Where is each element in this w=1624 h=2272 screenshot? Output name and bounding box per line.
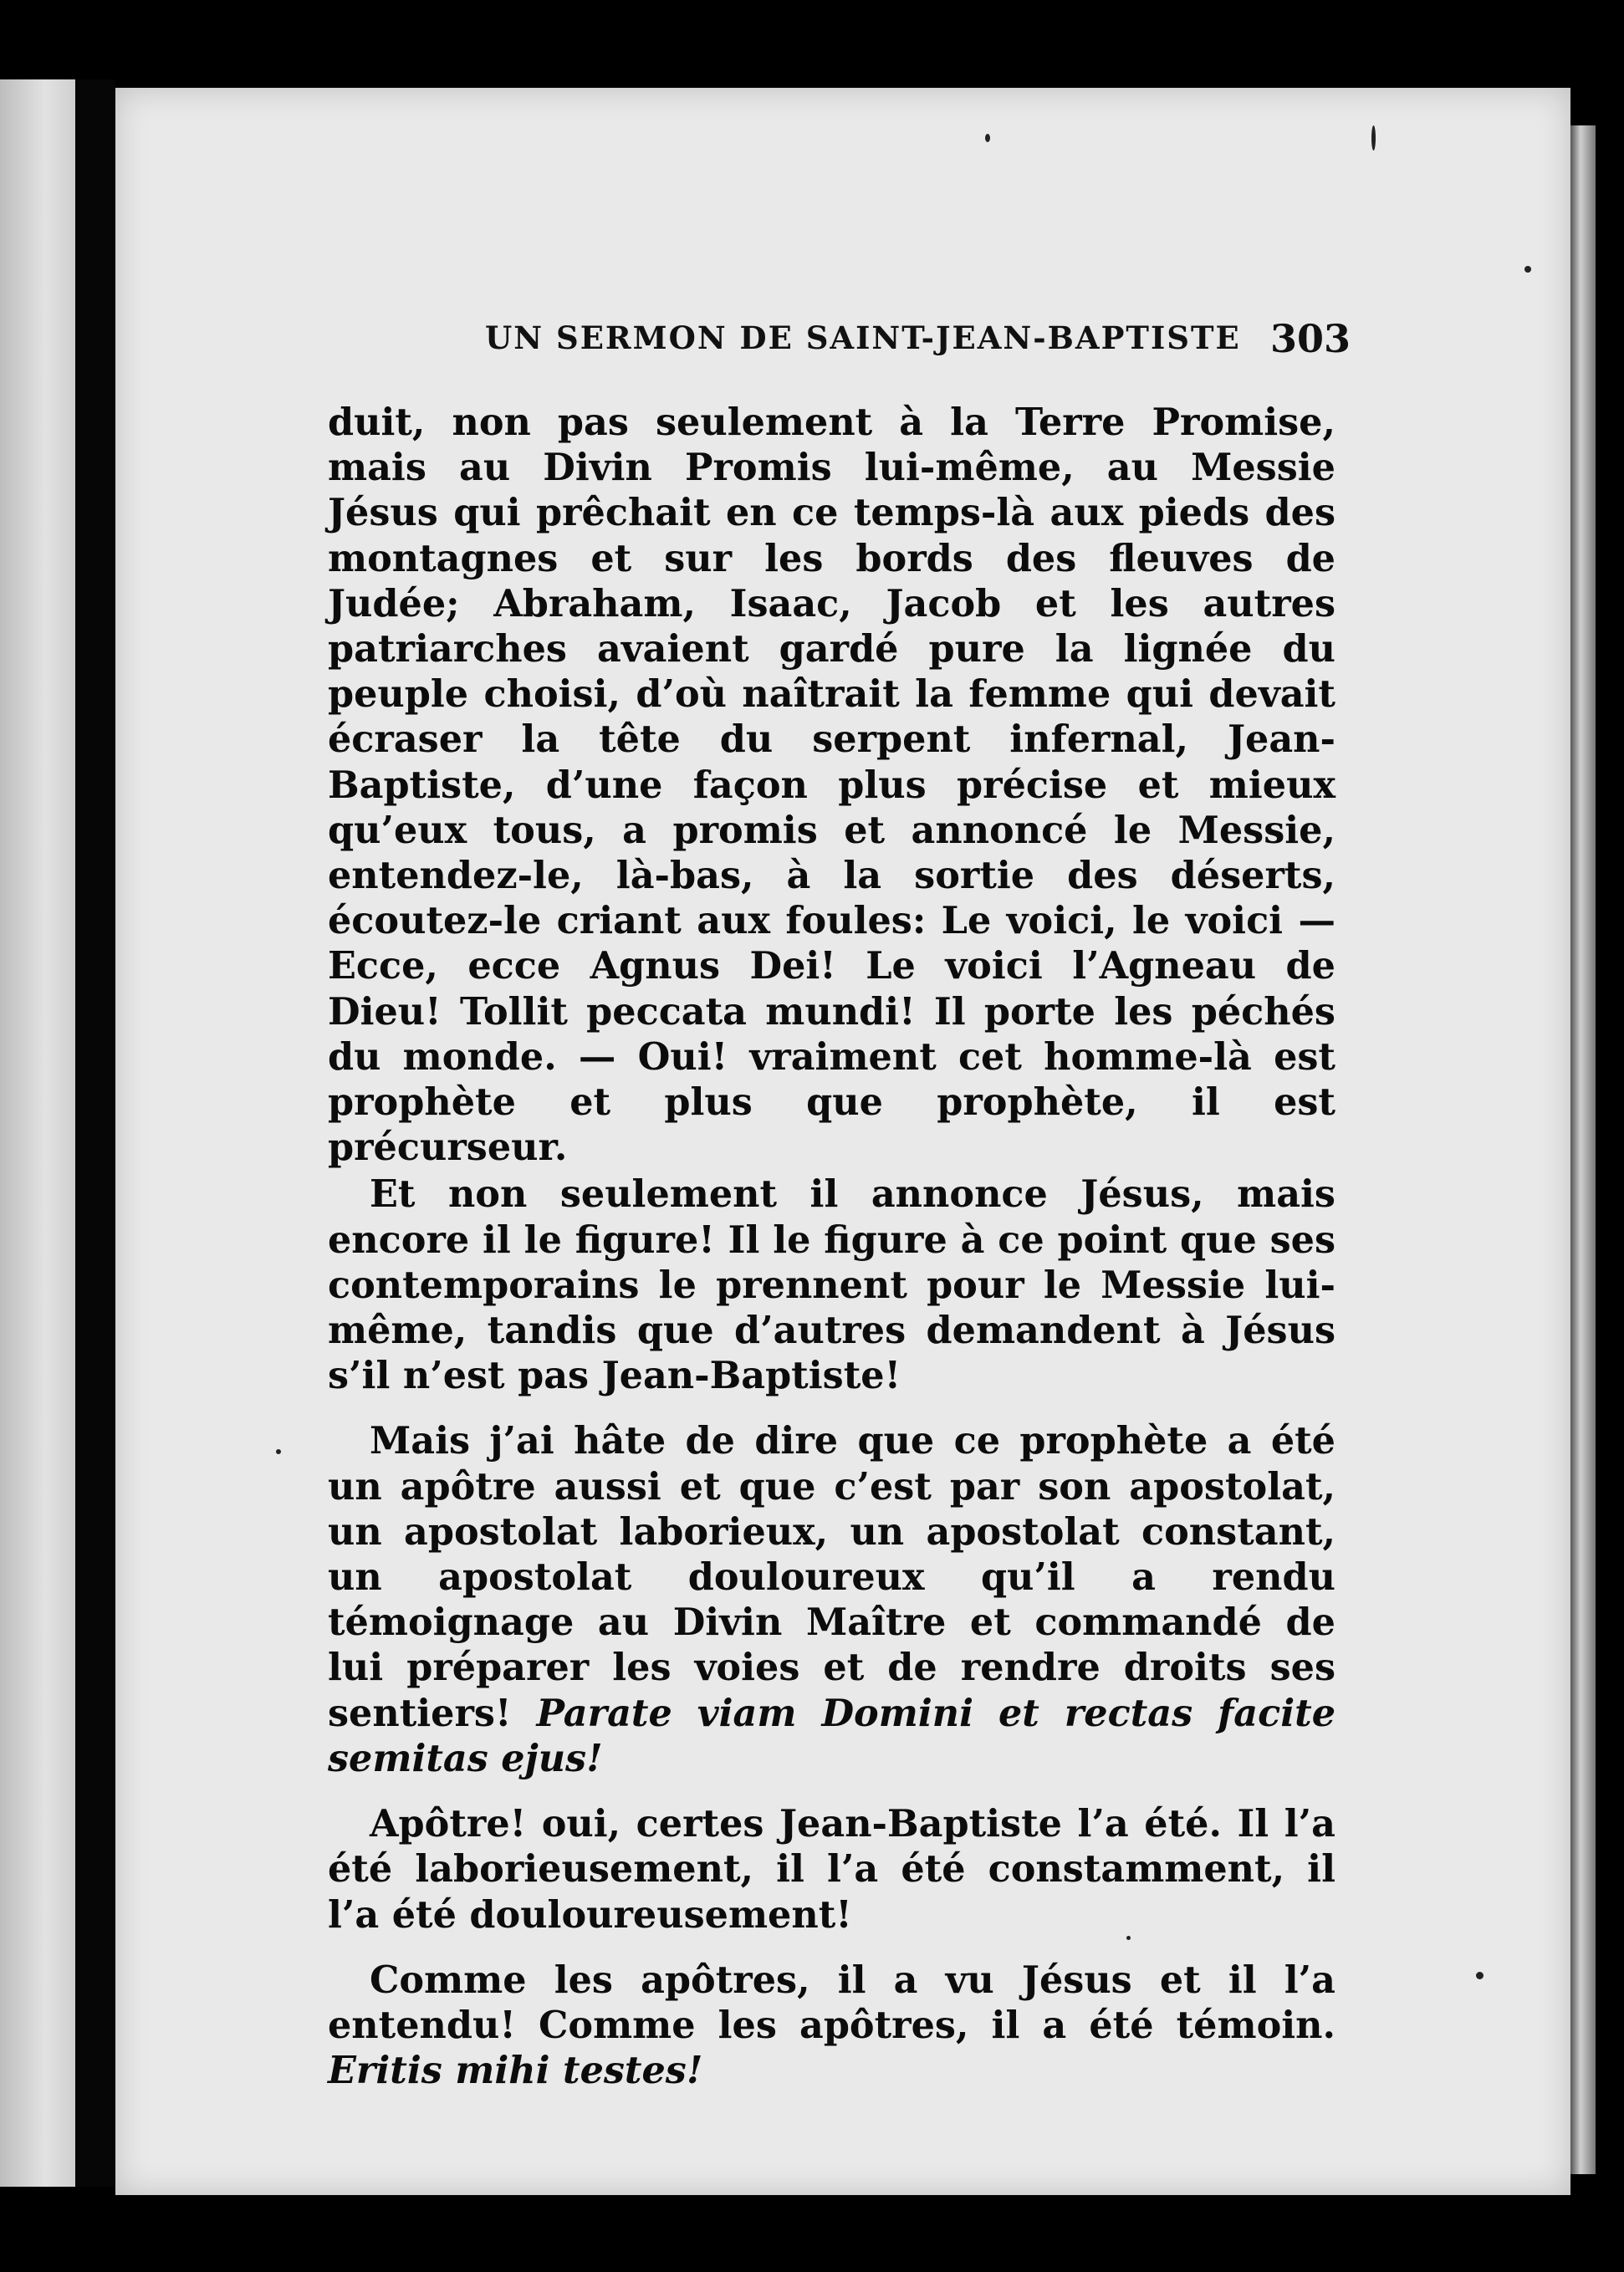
- running-head: [372, 316, 1351, 370]
- paragraph-2: Et non seulement il annonce Jésus, mais encore il le figure! Il le figure à ce point que ses contemporains le prennent pour le Messie lui-même, tandis que d’autres demandent à Jésus s’il n’est pas Jean-Baptiste!: [328, 1172, 1335, 1398]
- running-head-title: UN SERMON DE SAINT-JEAN-BAPTISTE: [485, 319, 1241, 356]
- page-number: 303: [1269, 316, 1351, 361]
- paragraph-5-text: Comme les apôtres, il a vu Jésus et il l’a entendu! Comme les apôtres, il a été témoin.: [328, 1958, 1335, 2047]
- paragraph-3: [328, 1418, 1335, 1781]
- scan-speck: [1524, 266, 1531, 273]
- page-right-edge: [1570, 125, 1596, 2174]
- scan-speck: [1371, 125, 1376, 151]
- paragraph-5: [328, 1958, 1335, 2094]
- paragraph-1: duit, non pas seulement à la Terre Promise, mais au Divin Promis lui-même, au Messie Jésus qui prêchait en ce temps-là aux pieds des montagnes et sur les bords des fleuves de Judée; Abraham, Isaac, Jacob et les autres patriarches avaient gardé pure la lignée du peuple choisi, d’où naîtrait la femme qui devait écraser la tête du serpent infernal, Jean-Baptiste, d’une façon plus précise et mieux qu’eux tous, a promis et annoncé le Messie, entendez-le, là-bas, à la sortie des déserts, écoutez-le criant aux foules: Le voici, le voici — Ecce, ecce Agnus Dei! Le voici l’Agneau de Dieu! Tollit peccata mundi! Il porte les péchés du monde. — Oui! vraiment cet homme-là est prophète et plus que prophète, il est précurseur.: [328, 401, 1335, 1170]
- facing-page-edge: [0, 79, 75, 2187]
- paragraph-4: Apôtre! oui, certes Jean-Baptiste l’a été. Il l’a été laborieusement, il l’a été constamment, il l’a été douloureusement!: [328, 1802, 1335, 1937]
- paragraph-5-latin-quote: Eritis mihi testes!: [328, 2049, 703, 2093]
- paragraph-3-latin-quote: Parate viam Domini et rectas facite semitas ejus!: [328, 1691, 1335, 1780]
- scan-speck: [1126, 1936, 1131, 1940]
- scan-speck: [1476, 1972, 1484, 1979]
- paragraph-3-text: Mais j’ai hâte de dire que ce prophète a été un apôtre aussi et que c’est par son apostolat, un apostolat laborieux, un apostolat constant, un apostolat douloureux qu’il a rendu témoignage au Divin Maître et commandé de lui préparer les voies et de rendre droits ses sentiers!: [328, 1419, 1335, 1735]
- gutter-shadow: [75, 79, 115, 2187]
- scan-speck: [985, 134, 990, 142]
- scan-speck: [276, 1449, 281, 1454]
- body-text: [328, 400, 1335, 2093]
